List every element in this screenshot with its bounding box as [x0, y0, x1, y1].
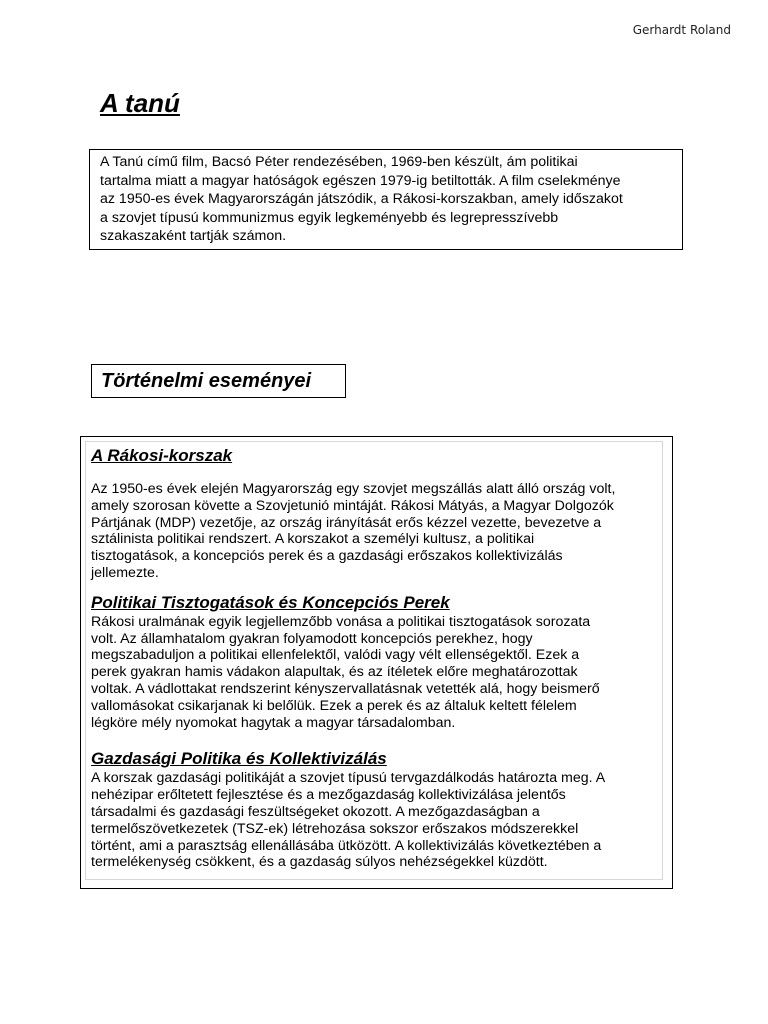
body-line: voltak. A vádlottakat rendszerint kényszervallatásnak vetették alá, hogy beismerő	[91, 680, 600, 697]
events-box	[80, 436, 673, 889]
body-line: vallomásokat csikarjanak ki belőlük. Ezek a perek és az általuk keltett félelem	[91, 697, 577, 714]
body-line: Pártjának (MDP) vezetője, az ország irányítását erős kézzel vezette, bevezetve a	[91, 514, 602, 531]
document-title: A tanú	[100, 88, 180, 118]
intro-line: az 1950-es évek Magyarországán játszódik, a Rákosi-korszakban, amely időszakot	[100, 191, 623, 207]
section-label: Történelmi eseményei	[101, 370, 312, 392]
body-line: társadalmi és gazdasági feszültségeket okozott. A mezőgazdaságban a	[91, 803, 540, 820]
section-heading-purges: Politikai Tisztogatások és Koncepciós Perek	[91, 592, 450, 612]
body-line: termelőszövetkezetek (TSZ-ek) létrehozása sokszor erőszakos módszerekkel	[91, 820, 579, 837]
section-heading-economy: Gazdasági Politika és Kollektivizálás	[91, 749, 387, 769]
body-line: nehézipar erőltetett fejlesztése és a mezőgazdaság kollektivizálása jelentős	[91, 787, 566, 804]
body-line: sztálinista politikai rendszert. A korszakot a személyi kultusz, a politikai	[91, 531, 535, 548]
section-body-economy	[91, 770, 662, 871]
body-line: Rákosi uralmának egyik legjellemzőbb vonása a politikai tisztogatások sorozata	[91, 613, 591, 630]
section-body-purges	[91, 614, 662, 732]
intro-line: A Tanú című film, Bacsó Péter rendezésében, 1969-ben készült, ám politikai	[100, 154, 578, 170]
body-line: történt, ami a parasztság ellenállásába ütközött. A kollektivizálás következtében a	[91, 837, 602, 854]
section-label-box	[91, 364, 346, 398]
author-name: Gerhardt Roland	[632, 23, 731, 37]
intro-line: tartalma miatt a magyar hatóságok egészen 1979-ig betiltották. A film cselekménye	[100, 172, 621, 189]
body-line: termelékenység csökkent, és a gazdaság súlyos nehézségekkel küzdött.	[91, 854, 548, 871]
body-line: volt. Az államhatalom gyakran folyamodott koncepciós perekhez, hogy	[91, 630, 533, 647]
intro-box	[89, 149, 683, 250]
intro-line: a szovjet típusú kommunizmus egyik legkeményebb és legrepresszívebb	[100, 209, 559, 226]
body-line: megszabaduljon a politikai ellenfelektől, valódi vagy vélt ellenségektől. Ezek a	[91, 647, 580, 664]
body-line: Az 1950-es évek elején Magyarország egy szovjet megszállás alatt álló ország volt,	[91, 481, 616, 497]
body-line: jellemezte.	[91, 564, 159, 581]
section-heading-rakosi: A Rákosi-korszak	[91, 446, 233, 465]
body-line: A korszak gazdasági politikáját a szovjet típusú tervgazdálkodás határozta meg. A	[91, 770, 606, 787]
body-line: amely szorosan követte a Szovjetunió mintáját. Rákosi Mátyás, a Magyar Dolgozók	[91, 497, 614, 514]
body-line: tisztogatások, a koncepciós perek és a gazdasági erőszakos kollektivizálás	[91, 548, 563, 565]
body-line: perek gyakran hamis vádakon alapultak, és az ítéletek előre meghatározottak	[91, 664, 578, 681]
events-content	[85, 441, 663, 880]
intro-line: szakaszaként tartják számon.	[100, 228, 287, 244]
body-line: légköre mély nyomokat hagytak a magyar társadalomban.	[91, 714, 456, 731]
section-body-rakosi	[91, 481, 662, 582]
